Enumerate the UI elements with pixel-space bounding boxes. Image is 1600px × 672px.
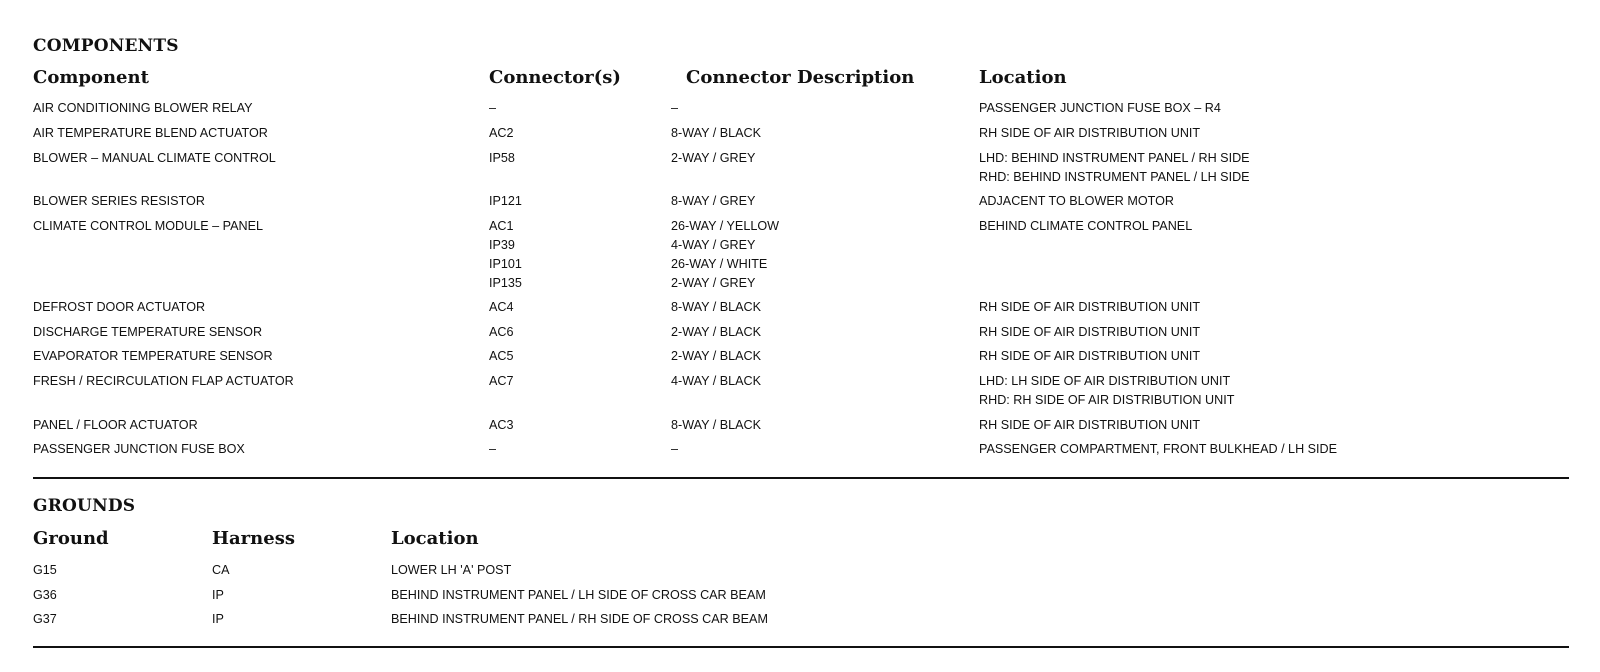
- ground-harness: [212, 586, 224, 605]
- connector-ids-line: IP39: [489, 238, 515, 252]
- connector-ids-line: IP58: [489, 151, 515, 165]
- connector-ids-line: IP101: [489, 257, 522, 271]
- connector-description-line: 26-WAY / WHITE: [671, 257, 768, 271]
- grounds-header-ground: Ground: [33, 528, 109, 549]
- connector-description-line: 4-WAY / GREY: [671, 238, 756, 252]
- connector-description-line: 2-WAY / GREY: [671, 151, 756, 165]
- connector-ids-line: –: [489, 101, 497, 115]
- component-location-line: PASSENGER COMPARTMENT, FRONT BULKHEAD / LH SIDE: [979, 442, 1338, 456]
- connector-description: [671, 149, 755, 168]
- component-name: [33, 192, 205, 211]
- component-name-line: AIR TEMPERATURE BLEND ACTUATOR: [33, 126, 268, 140]
- ground-id: [33, 586, 57, 605]
- component-location: [979, 323, 1200, 342]
- ground-location: [391, 586, 766, 605]
- component-name-line: BLOWER SERIES RESISTOR: [33, 194, 205, 208]
- connector-description: [671, 323, 761, 342]
- component-location-line: RHD: BEHIND INSTRUMENT PANEL / LH SIDE: [979, 170, 1250, 184]
- ground-id-line: G37: [33, 612, 57, 626]
- component-name-line: DISCHARGE TEMPERATURE SENSOR: [33, 325, 263, 339]
- components-header-connectors: Connector(s): [489, 67, 621, 88]
- component-name-line: BLOWER – MANUAL CLIMATE CONTROL: [33, 151, 276, 165]
- component-name: [33, 217, 263, 236]
- connector-description-line: 26-WAY / YELLOW: [671, 219, 780, 233]
- ground-harness-line: IP: [212, 588, 224, 602]
- component-name: [33, 298, 205, 317]
- ground-location-line: BEHIND INSTRUMENT PANEL / LH SIDE OF CROSS CAR BEAM: [391, 588, 766, 602]
- connector-description-line: 2-WAY / GREY: [671, 276, 756, 290]
- connector-ids: [489, 347, 514, 366]
- connector-ids-line: AC3: [489, 418, 514, 432]
- component-location-line: PASSENGER JUNCTION FUSE BOX – R4: [979, 101, 1221, 115]
- bottom-rule: [33, 646, 1569, 648]
- connector-ids: [489, 372, 514, 391]
- component-location-line: RH SIDE OF AIR DISTRIBUTION UNIT: [979, 325, 1201, 339]
- connector-ids-line: IP135: [489, 276, 522, 290]
- connector-description-line: 2-WAY / BLACK: [671, 349, 762, 363]
- ground-harness-line: CA: [212, 563, 230, 577]
- component-location-line: RH SIDE OF AIR DISTRIBUTION UNIT: [979, 418, 1201, 432]
- connector-description-line: 2-WAY / BLACK: [671, 325, 762, 339]
- ground-harness: [212, 610, 224, 629]
- component-name-line: DEFROST DOOR ACTUATOR: [33, 300, 206, 314]
- component-name-line: EVAPORATOR TEMPERATURE SENSOR: [33, 349, 273, 363]
- grounds-section-title: GROUNDS: [33, 496, 136, 516]
- component-name: [33, 149, 276, 168]
- component-location: [979, 416, 1200, 435]
- ground-location: [391, 610, 768, 629]
- component-location: [979, 149, 1250, 187]
- component-name: [33, 416, 198, 435]
- grounds-header-harness: Harness: [212, 528, 295, 549]
- component-location-line: RHD: RH SIDE OF AIR DISTRIBUTION UNIT: [979, 393, 1235, 407]
- connector-ids-line: AC7: [489, 374, 514, 388]
- connector-description: [671, 192, 755, 211]
- ground-id-line: G15: [33, 563, 57, 577]
- component-location-line: LHD: LH SIDE OF AIR DISTRIBUTION UNIT: [979, 374, 1231, 388]
- component-name-line: FRESH / RECIRCULATION FLAP ACTUATOR: [33, 374, 294, 388]
- ground-harness: [212, 561, 230, 580]
- connector-description: [671, 440, 678, 459]
- component-location-line: RH SIDE OF AIR DISTRIBUTION UNIT: [979, 126, 1201, 140]
- connector-ids: [489, 323, 514, 342]
- ground-id: [33, 561, 57, 580]
- connector-description: [671, 217, 779, 293]
- connector-ids: [489, 149, 515, 168]
- component-location: [979, 217, 1192, 236]
- component-location: [979, 347, 1200, 366]
- connector-ids: [489, 124, 514, 143]
- ground-id: [33, 610, 57, 629]
- component-location-line: LHD: BEHIND INSTRUMENT PANEL / RH SIDE: [979, 151, 1250, 165]
- ground-id-line: G36: [33, 588, 57, 602]
- ground-location-line: BEHIND INSTRUMENT PANEL / RH SIDE OF CROSS CAR BEAM: [391, 612, 768, 626]
- connector-ids: [489, 192, 522, 211]
- component-name: [33, 124, 268, 143]
- connector-ids: [489, 217, 522, 293]
- component-name: [33, 99, 253, 118]
- component-location: [979, 124, 1200, 143]
- components-header-description: Connector Description: [686, 67, 915, 88]
- ground-location: [391, 561, 511, 580]
- component-location: [979, 440, 1337, 459]
- ground-location-line: LOWER LH 'A' POST: [391, 563, 512, 577]
- component-location-line: RH SIDE OF AIR DISTRIBUTION UNIT: [979, 300, 1201, 314]
- component-name-line: CLIMATE CONTROL MODULE – PANEL: [33, 219, 263, 233]
- connector-ids-line: –: [489, 442, 497, 456]
- connector-description: [671, 124, 761, 143]
- component-name-line: AIR CONDITIONING BLOWER RELAY: [33, 101, 253, 115]
- ground-harness-line: IP: [212, 612, 224, 626]
- component-location: [979, 372, 1234, 410]
- connector-ids-line: IP121: [489, 194, 522, 208]
- connector-ids: [489, 440, 496, 459]
- component-location-line: BEHIND CLIMATE CONTROL PANEL: [979, 219, 1193, 233]
- components-header-location: Location: [979, 67, 1067, 88]
- component-name-line: PANEL / FLOOR ACTUATOR: [33, 418, 198, 432]
- component-name: [33, 440, 245, 459]
- components-header-component: Component: [33, 67, 149, 88]
- component-location-line: RH SIDE OF AIR DISTRIBUTION UNIT: [979, 349, 1201, 363]
- component-location: [979, 99, 1221, 118]
- component-name: [33, 323, 262, 342]
- connector-description-line: 4-WAY / BLACK: [671, 374, 762, 388]
- connector-ids-line: AC6: [489, 325, 514, 339]
- connector-ids-line: AC4: [489, 300, 514, 314]
- section-divider: [33, 477, 1569, 479]
- component-name-line: PASSENGER JUNCTION FUSE BOX: [33, 442, 245, 456]
- component-location-line: ADJACENT TO BLOWER MOTOR: [979, 194, 1174, 208]
- connector-description-line: 8-WAY / GREY: [671, 194, 756, 208]
- connector-ids-line: AC5: [489, 349, 514, 363]
- connector-description: [671, 99, 678, 118]
- connector-ids-line: AC1: [489, 219, 514, 233]
- connector-ids: [489, 416, 514, 435]
- connector-ids: [489, 99, 496, 118]
- component-location: [979, 298, 1200, 317]
- connector-description-line: –: [671, 442, 679, 456]
- component-name: [33, 347, 273, 366]
- component-location: [979, 192, 1174, 211]
- connector-ids-line: AC2: [489, 126, 514, 140]
- connector-ids: [489, 298, 514, 317]
- components-section-title: COMPONENTS: [33, 36, 179, 56]
- connector-description: [671, 416, 761, 435]
- connector-description-line: 8-WAY / BLACK: [671, 300, 762, 314]
- connector-description: [671, 298, 761, 317]
- grounds-header-location: Location: [391, 528, 479, 549]
- connector-description-line: 8-WAY / BLACK: [671, 418, 762, 432]
- connector-description-line: 8-WAY / BLACK: [671, 126, 762, 140]
- component-name: [33, 372, 294, 391]
- connector-description: [671, 347, 761, 366]
- connector-description: [671, 372, 761, 391]
- connector-description-line: –: [671, 101, 679, 115]
